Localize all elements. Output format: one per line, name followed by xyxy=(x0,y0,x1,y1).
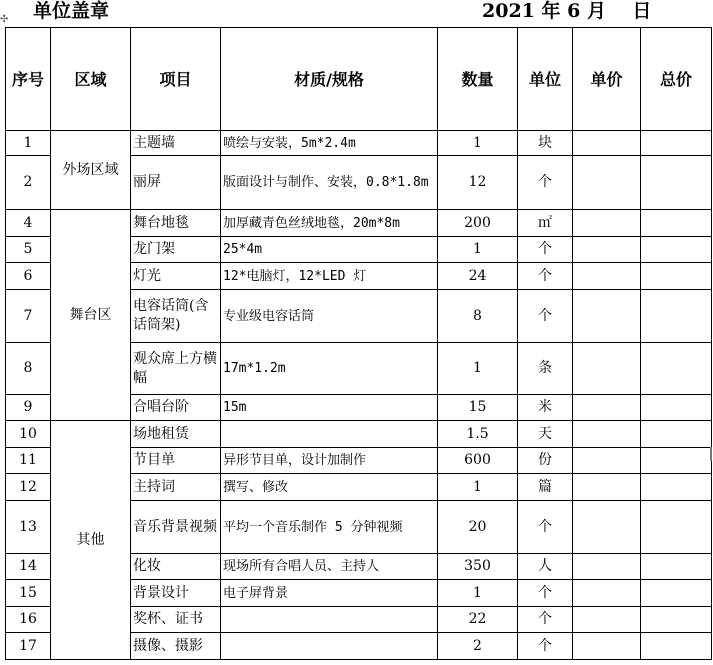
spec-cell: 版面设计与制作、安装，0.8*1.8m xyxy=(221,156,438,210)
cell-marker-icon: ✣ xyxy=(0,14,9,25)
total-price-cell xyxy=(641,501,712,554)
qty-cell: 350 xyxy=(438,554,518,580)
spec-cell: 专业级电容话筒 xyxy=(221,290,438,343)
unit-price-cell xyxy=(573,607,641,633)
area-cell: 外场区域 xyxy=(51,131,131,210)
row-no: 13 xyxy=(6,501,51,554)
unit-cell: 米 xyxy=(518,395,573,421)
unit-price-cell xyxy=(573,263,641,290)
row-no: 4 xyxy=(6,210,51,237)
item-cell: 主题墙 xyxy=(131,131,221,156)
item-cell: 音乐背景视频 xyxy=(131,501,221,554)
spec-cell: 15m xyxy=(221,395,438,421)
spec-cell: 撰写、修改 xyxy=(221,474,438,501)
unit-cell: 个 xyxy=(518,501,573,554)
unit-price-cell xyxy=(573,210,641,237)
scrollbar-edge[interactable] xyxy=(710,447,712,461)
col-header-no: 序号 xyxy=(6,28,51,131)
spec-cell: 12*电脑灯，12*LED 灯 xyxy=(221,263,438,290)
row-no: 16 xyxy=(6,607,51,633)
qty-cell: 1.5 xyxy=(438,421,518,448)
total-price-cell xyxy=(641,395,712,421)
item-cell: 化妆 xyxy=(131,554,221,580)
unit-cell: 个 xyxy=(518,607,573,633)
spec-cell: 加厚藏青色丝绒地毯，20m*8m xyxy=(221,210,438,237)
col-header-item: 项目 xyxy=(131,28,221,131)
qty-cell: 1 xyxy=(438,343,518,395)
spec-cell: 17m*1.2m xyxy=(221,343,438,395)
total-price-cell xyxy=(641,237,712,263)
item-cell: 电容话筒(含话筒架) xyxy=(131,290,221,343)
qty-cell: 15 xyxy=(438,395,518,421)
row-no: 12 xyxy=(6,474,51,501)
unit-cell: 块 xyxy=(518,131,573,156)
item-cell: 场地租赁 xyxy=(131,421,221,448)
qty-cell: 1 xyxy=(438,474,518,501)
item-cell: 丽屏 xyxy=(131,156,221,210)
item-cell: 龙门架 xyxy=(131,237,221,263)
spec-cell: 异形节目单，设计加制作 xyxy=(221,448,438,474)
unit-price-cell xyxy=(573,343,641,395)
unit-cell: ㎡ xyxy=(518,210,573,237)
unit-cell: 个 xyxy=(518,580,573,607)
row-no: 15 xyxy=(6,580,51,607)
unit-cell: 人 xyxy=(518,554,573,580)
row-no: 11 xyxy=(6,448,51,474)
date-label: 2021 年 6 月 日 xyxy=(482,0,652,22)
item-cell: 奖杯、证书 xyxy=(131,607,221,633)
row-no: 10 xyxy=(6,421,51,448)
table-row xyxy=(6,421,712,448)
total-price-cell xyxy=(641,290,712,343)
total-price-cell xyxy=(641,448,712,474)
item-cell: 背景设计 xyxy=(131,580,221,607)
item-cell: 合唱台阶 xyxy=(131,395,221,421)
unit-cell: 个 xyxy=(518,290,573,343)
row-no: 17 xyxy=(6,633,51,660)
qty-cell: 200 xyxy=(438,210,518,237)
table-row xyxy=(6,210,712,237)
spec-cell: 平均一个音乐制作 5 分钟视频 xyxy=(221,501,438,554)
total-price-cell xyxy=(641,421,712,448)
item-cell: 主持词 xyxy=(131,474,221,501)
unit-price-cell xyxy=(573,395,641,421)
unit-cell: 个 xyxy=(518,263,573,290)
row-no: 14 xyxy=(6,554,51,580)
total-price-cell xyxy=(641,554,712,580)
row-no: 5 xyxy=(6,237,51,263)
total-price-cell xyxy=(641,633,712,660)
row-no: 9 xyxy=(6,395,51,421)
unit-price-cell xyxy=(573,580,641,607)
quotation-table xyxy=(5,27,712,660)
area-cell: 舞台区 xyxy=(51,210,131,421)
unit-price-cell xyxy=(573,501,641,554)
item-cell: 观众席上方横幅 xyxy=(131,343,221,395)
unit-cell: 个 xyxy=(518,633,573,660)
unit-price-cell xyxy=(573,290,641,343)
unit-cell: 个 xyxy=(518,237,573,263)
col-header-spec: 材质/规格 xyxy=(221,28,438,131)
qty-cell: 22 xyxy=(438,607,518,633)
unit-price-cell xyxy=(573,448,641,474)
total-price-cell xyxy=(641,607,712,633)
unit-price-cell xyxy=(573,474,641,501)
col-header-unit: 单位 xyxy=(518,28,573,131)
item-cell: 灯光 xyxy=(131,263,221,290)
qty-cell: 600 xyxy=(438,448,518,474)
qty-cell: 20 xyxy=(438,501,518,554)
total-price-cell xyxy=(641,343,712,395)
table-row xyxy=(6,131,712,156)
item-cell: 舞台地毯 xyxy=(131,210,221,237)
row-no: 1 xyxy=(6,131,51,156)
unit-price-cell xyxy=(573,633,641,660)
unit-price-cell xyxy=(573,554,641,580)
total-price-cell xyxy=(641,156,712,210)
row-no: 7 xyxy=(6,290,51,343)
total-price-cell xyxy=(641,580,712,607)
spec-cell: 喷绘与安装，5m*2.4m xyxy=(221,131,438,156)
stamp-label: 单位盖章 xyxy=(33,0,110,22)
row-no: 2 xyxy=(6,156,51,210)
qty-cell: 8 xyxy=(438,290,518,343)
spec-cell: 现场所有合唱人员、主持人 xyxy=(221,554,438,580)
qty-cell: 2 xyxy=(438,633,518,660)
qty-cell: 12 xyxy=(438,156,518,210)
qty-cell: 1 xyxy=(438,237,518,263)
unit-cell: 个 xyxy=(518,156,573,210)
col-header-area: 区域 xyxy=(51,28,131,131)
total-price-cell xyxy=(641,210,712,237)
spec-cell xyxy=(221,421,438,448)
col-header-qty: 数量 xyxy=(438,28,518,131)
header-row xyxy=(6,28,712,131)
spec-cell: 电子屏背景 xyxy=(221,580,438,607)
unit-price-cell xyxy=(573,131,641,156)
unit-price-cell xyxy=(573,156,641,210)
total-price-cell xyxy=(641,474,712,501)
unit-price-cell xyxy=(573,237,641,263)
total-price-cell xyxy=(641,131,712,156)
row-no: 8 xyxy=(6,343,51,395)
unit-cell: 条 xyxy=(518,343,573,395)
unit-cell: 篇 xyxy=(518,474,573,501)
total-price-cell xyxy=(641,263,712,290)
qty-cell: 24 xyxy=(438,263,518,290)
qty-cell: 1 xyxy=(438,580,518,607)
col-header-total-price: 总价 xyxy=(641,28,712,131)
spec-cell xyxy=(221,607,438,633)
item-cell: 节目单 xyxy=(131,448,221,474)
spec-cell xyxy=(221,633,438,660)
item-cell: 摄像、摄影 xyxy=(131,633,221,660)
row-no: 6 xyxy=(6,263,51,290)
unit-cell: 天 xyxy=(518,421,573,448)
unit-price-cell xyxy=(573,421,641,448)
col-header-unit-price: 单价 xyxy=(573,28,641,131)
spec-cell: 25*4m xyxy=(221,237,438,263)
unit-cell: 份 xyxy=(518,448,573,474)
qty-cell: 1 xyxy=(438,131,518,156)
area-cell: 其他 xyxy=(51,421,131,660)
